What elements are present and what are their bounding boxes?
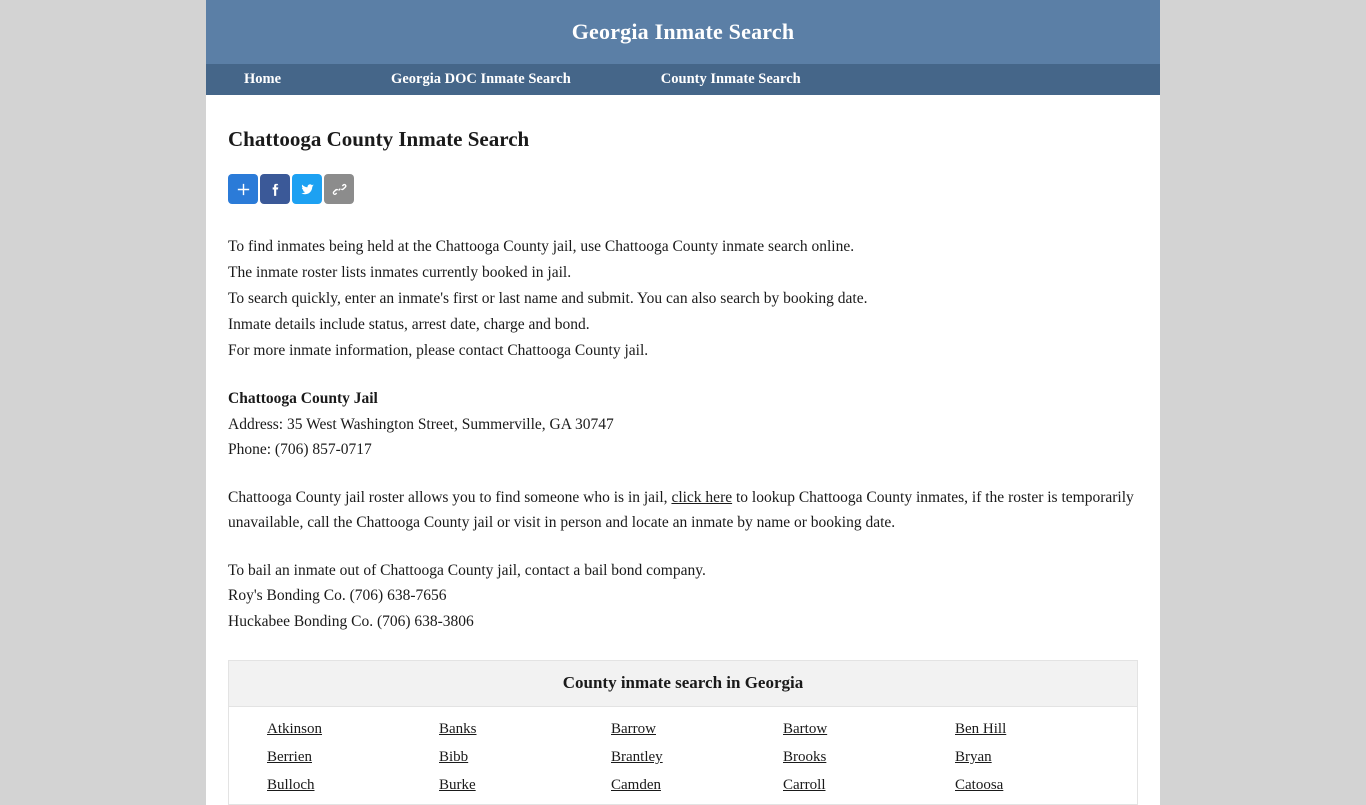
jail-info xyxy=(228,386,1138,463)
main-content xyxy=(206,95,1160,805)
county-link-bibb[interactable]: Bibb xyxy=(439,749,469,765)
page-title: Chattooga County Inmate Search xyxy=(228,127,530,151)
county-link-bulloch[interactable]: Bulloch xyxy=(267,777,315,793)
site-title: Georgia Inmate Search xyxy=(571,19,795,44)
page-container xyxy=(206,0,1160,805)
county-link-atkinson[interactable]: Atkinson xyxy=(267,721,323,737)
bail-line: Huckabee Bonding Co. (706) 638-3806 xyxy=(228,612,474,630)
link-icon[interactable] xyxy=(324,174,354,204)
site-header xyxy=(206,0,1160,64)
county-link-carroll[interactable]: Carroll xyxy=(783,777,826,793)
county-search-panel xyxy=(228,660,1138,805)
bail-info xyxy=(228,558,1138,635)
facebook-icon[interactable] xyxy=(260,174,290,204)
county-link-brooks[interactable]: Brooks xyxy=(783,749,827,765)
jail-name: Chattooga County Jail xyxy=(228,390,378,407)
share-icon[interactable] xyxy=(228,174,258,204)
intro-line: To find inmates being held at the Chattooga County jail, use Chattooga County inmate search online. xyxy=(228,238,855,255)
bail-line: Roy's Bonding Co. (706) 638-7656 xyxy=(228,587,447,604)
roster-text-before: Chattooga County jail roster allows you to find someone who is in jail, xyxy=(228,488,672,506)
intro-line: For more inmate information, please contact Chattooga County jail. xyxy=(228,342,649,359)
roster-text-after: to lookup Chattooga County inmates, if the roster is temporarily unavailable, call the Chattooga County jail or visit in person and locate an inmate by name or booking date. xyxy=(228,488,1134,531)
county-link-berrien[interactable]: Berrien xyxy=(267,749,312,765)
county-link-brantley[interactable]: Brantley xyxy=(611,749,663,765)
county-link-catoosa[interactable]: Catoosa xyxy=(955,777,1004,793)
twitter-icon[interactable] xyxy=(292,174,322,204)
county-link-banks[interactable]: Banks xyxy=(439,721,477,737)
intro-line: Inmate details include status, arrest date, charge and bond. xyxy=(228,316,590,333)
county-link-camden[interactable]: Camden xyxy=(611,777,661,793)
county-links-grid xyxy=(229,707,1137,804)
county-link-burke[interactable]: Burke xyxy=(439,777,476,793)
nav-county-inmate-search[interactable]: County Inmate Search xyxy=(660,71,801,87)
jail-phone: Phone: (706) 857-0717 xyxy=(228,441,372,458)
county-panel-title: County inmate search in Georgia xyxy=(229,661,1137,707)
county-link-barrow[interactable]: Barrow xyxy=(611,721,656,737)
share-buttons xyxy=(228,174,1138,204)
county-link-bryan[interactable]: Bryan xyxy=(955,749,992,765)
roster-click-here-link[interactable]: click here xyxy=(671,488,733,506)
county-link-ben-hill[interactable]: Ben Hill xyxy=(955,721,1007,737)
intro-line: To search quickly, enter an inmate's first or last name and submit. You can also search by booking date. xyxy=(228,290,868,307)
bail-line: To bail an inmate out of Chattooga County jail, contact a bail bond company. xyxy=(228,561,706,579)
intro-paragraph xyxy=(228,234,1138,364)
county-link-bartow[interactable]: Bartow xyxy=(783,721,828,737)
main-navigation xyxy=(206,64,1160,95)
jail-address: Address: 35 West Washington Street, Summerville, GA 30747 xyxy=(228,415,614,433)
intro-line: The inmate roster lists inmates currently booked in jail. xyxy=(228,264,572,281)
nav-home[interactable]: Home xyxy=(244,71,282,87)
nav-doc-inmate-search[interactable]: Georgia DOC Inmate Search xyxy=(391,71,571,87)
roster-paragraph xyxy=(228,485,1138,536)
